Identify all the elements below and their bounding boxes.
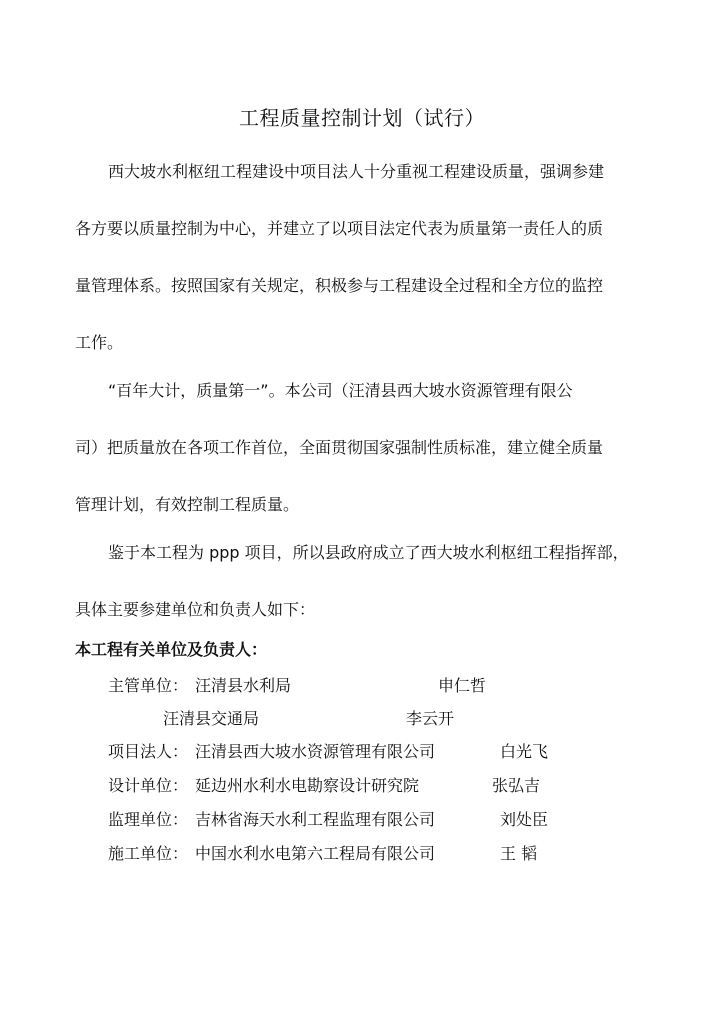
unit-org: 汪清县水利局 <box>195 676 292 695</box>
para2-line-2: 司）把质量放在各项工作首位，全面贯彻国家强制性质标准，建立健全质量 <box>75 438 604 457</box>
para1-line-3: 量管理体系。按照国家有关规定，积极参与工程建设全过程和全方位的监控 <box>75 276 604 295</box>
unit-person: 刘处臣 <box>500 810 549 829</box>
unit-role: 项目法人： <box>108 742 189 761</box>
para2-line-1: “百年大计，质量第一”。本公司（汪清县西大坡水资源管理有限公 <box>108 381 573 400</box>
para3-line-2: 具体主要参建单位和负责人如下： <box>75 600 316 619</box>
unit-org: 汪清县西大坡水资源管理有限公司 <box>195 742 436 761</box>
unit-org: 汪清县交通局 <box>163 709 260 728</box>
unit-role: 设计单位： <box>108 776 189 795</box>
unit-person: 申仁哲 <box>438 676 487 695</box>
unit-org: 中国水利水电第六工程局有限公司 <box>195 844 436 863</box>
unit-person: 李云开 <box>406 709 455 728</box>
unit-person: 王 韬 <box>500 844 538 863</box>
para1-line-2: 各方要以质量控制为中心，并建立了以项目法定代表为质量第一责任人的质 <box>75 219 604 238</box>
para3-line-1: 鉴于本工程为 ppp 项目，所以县政府成立了西大坡水利枢纽工程指挥部， <box>108 543 629 562</box>
document-title: 工程质量控制计划（试行） <box>239 106 485 130</box>
unit-role: 监理单位： <box>108 810 189 829</box>
para2-line-3: 管理计划，有效控制工程质量。 <box>75 495 300 514</box>
unit-role: 主管单位： <box>108 676 189 695</box>
unit-role: 施工单位： <box>108 844 189 863</box>
unit-org: 吉林省海天水利工程监理有限公司 <box>195 810 436 829</box>
para1-line-4: 工作。 <box>75 333 124 352</box>
units-heading: 本工程有关单位及负责人： <box>75 640 268 659</box>
para1-line-1: 西大坡水利枢纽工程建设中项目法人十分重视工程建设质量，强调参建 <box>108 162 605 181</box>
unit-org: 延边州水利水电勘察设计研究院 <box>195 776 420 795</box>
unit-person: 白光飞 <box>500 742 549 761</box>
unit-person: 张弘吉 <box>492 776 541 795</box>
